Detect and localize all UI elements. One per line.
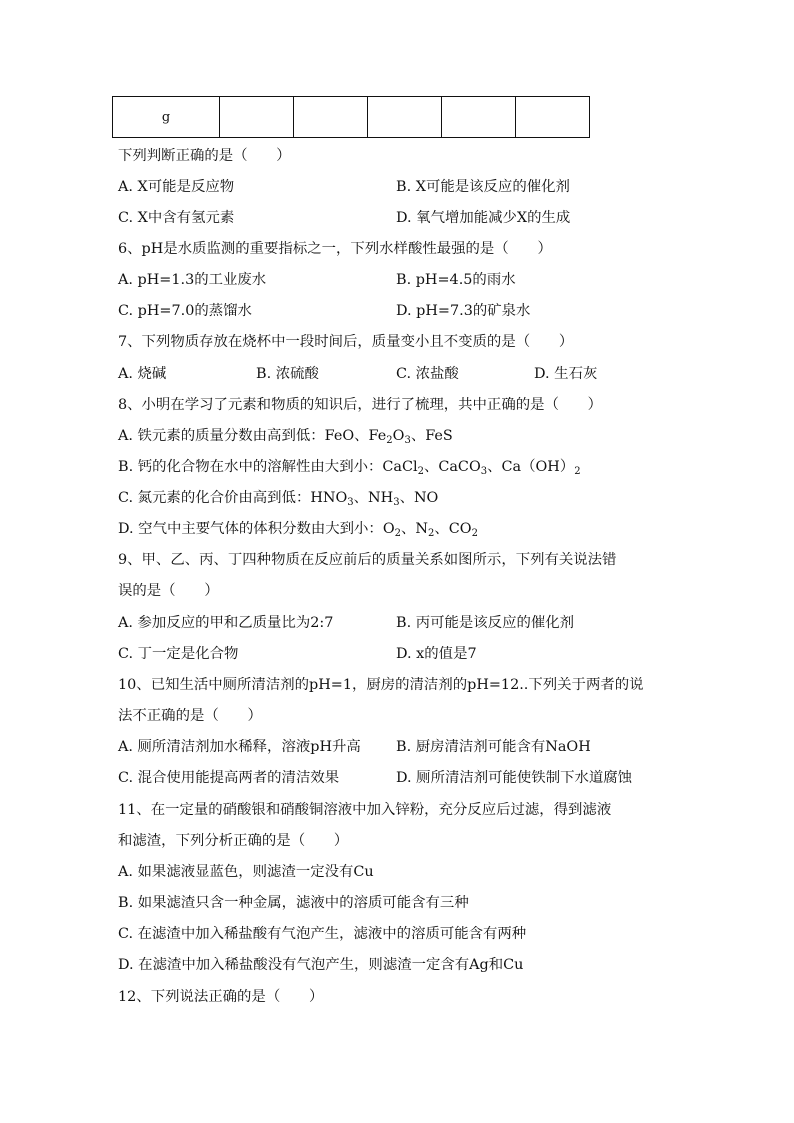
q11-stem-line1: 11、在一定量的硝酸银和硝酸铜溶液中加入锌粉，充分反应后过滤，得到滤液 [118,802,612,818]
q9-option-d: D. x的值是7 [396,646,477,662]
q10-stem-line1: 10、已知生活中厕所清洁剂的pH=1，厨房的清洁剂的pH=12..下列关于两者的说 [118,677,644,693]
q8-option-c: C. 氮元素的化合价由高到低：$HNO_3$、$NH_3$、NO [118,490,439,508]
q5-stem: 下列判断正确的是（ ） [118,148,291,164]
q12-stem: 12、下列说法正确的是（ ） [118,989,324,1005]
q7-option-c: C. 浓盐酸 [396,366,459,382]
q10-option-c: C. 混合使用能提高两者的清洁效果 [118,770,340,786]
q8-option-d: D. 空气中主要气体的体积分数由大到小：$O_2$、$N_2$、$CO_2$ [118,521,478,539]
q9-option-c: C. 丁一定是化合物 [118,646,239,662]
table-cell [516,97,590,138]
q8-option-b: B. 钙的化合物在水中的溶解性由大到小：CaCl$_2$、CaCO$_3$、$Ca(OH)_2$ [118,459,581,477]
table-cell [368,97,442,138]
data-table [112,96,590,138]
q9-stem-line1: 9、甲、乙、丙、丁四种物质在反应前后的质量关系如图所示，下列有关说法错 [118,552,617,568]
q11-option-b: B. 如果滤渣只含一种金属，滤液中的溶质可能含有三种 [118,895,469,911]
q11-option-a: A. 如果滤液显蓝色，则滤渣一定没有Cu [118,864,374,880]
q7-option-d: D. 生石灰 [534,366,598,382]
table-cell [294,97,368,138]
q10-option-a: A. 厕所清洁剂加水稀释，溶液pH升高 [118,739,361,755]
q10-option-d: D. 厕所清洁剂可能使铁制下水道腐蚀 [396,770,633,786]
q10-option-b: B. 厨房清洁剂可能含有NaOH [396,739,591,755]
q6-option-a: A. pH=1.3的工业废水 [118,272,267,288]
q11-option-c: C. 在滤渣中加入稀盐酸有气泡产生，滤液中的溶质可能含有两种 [118,926,527,942]
q9-option-b: B. 丙可能是该反应的催化剂 [396,615,575,631]
q5-option-a: A. X可能是反应物 [118,179,235,195]
q11-option-d: D. 在滤渣中加入稀盐酸没有气泡产生，则滤渣一定含有Ag和Cu [118,957,524,973]
q5-option-c: C. X中含有氢元素 [118,210,235,226]
q7-option-a: A. 烧碱 [118,366,167,382]
q8-stem: 8、小明在学习了元素和物质的知识后，进行了梳理，共中正确的是（ ） [118,397,603,413]
table-row [113,97,590,138]
q9-stem-line2: 误的是（ ） [118,583,219,599]
q6-option-c: C. pH=7.0的蒸馏水 [118,303,252,319]
table-cell [442,97,516,138]
q5-option-d: D. 氧气增加能减少X的生成 [396,210,571,226]
table-cell [220,97,294,138]
table-cell: g [113,97,220,138]
q6-option-d: D. pH=7.3的矿泉水 [396,303,531,319]
q5-option-b: B. X可能是该反应的催化剂 [396,179,570,195]
q11-stem-line2: 和滤渣，下列分析正确的是（ ） [118,833,349,849]
q6-option-b: B. pH=4.5的雨水 [396,272,516,288]
q10-stem-line2: 法不正确的是（ ） [118,708,262,724]
q7-stem: 7、下列物质存放在烧杯中一段时间后，质量变小且不变质的是（ ） [118,334,574,350]
q9-option-a: A. 参加反应的甲和乙质量比为2:7 [118,615,334,631]
q8-option-a: A. 铁元素的质量分数由高到低：FeO、$Fe_2O_3$、FeS [118,428,453,446]
q6-stem: 6、pH是水质监测的重要指标之一，下列水样酸性最强的是（ ） [118,241,552,257]
q7-option-b: B. 浓硫酸 [256,366,319,382]
